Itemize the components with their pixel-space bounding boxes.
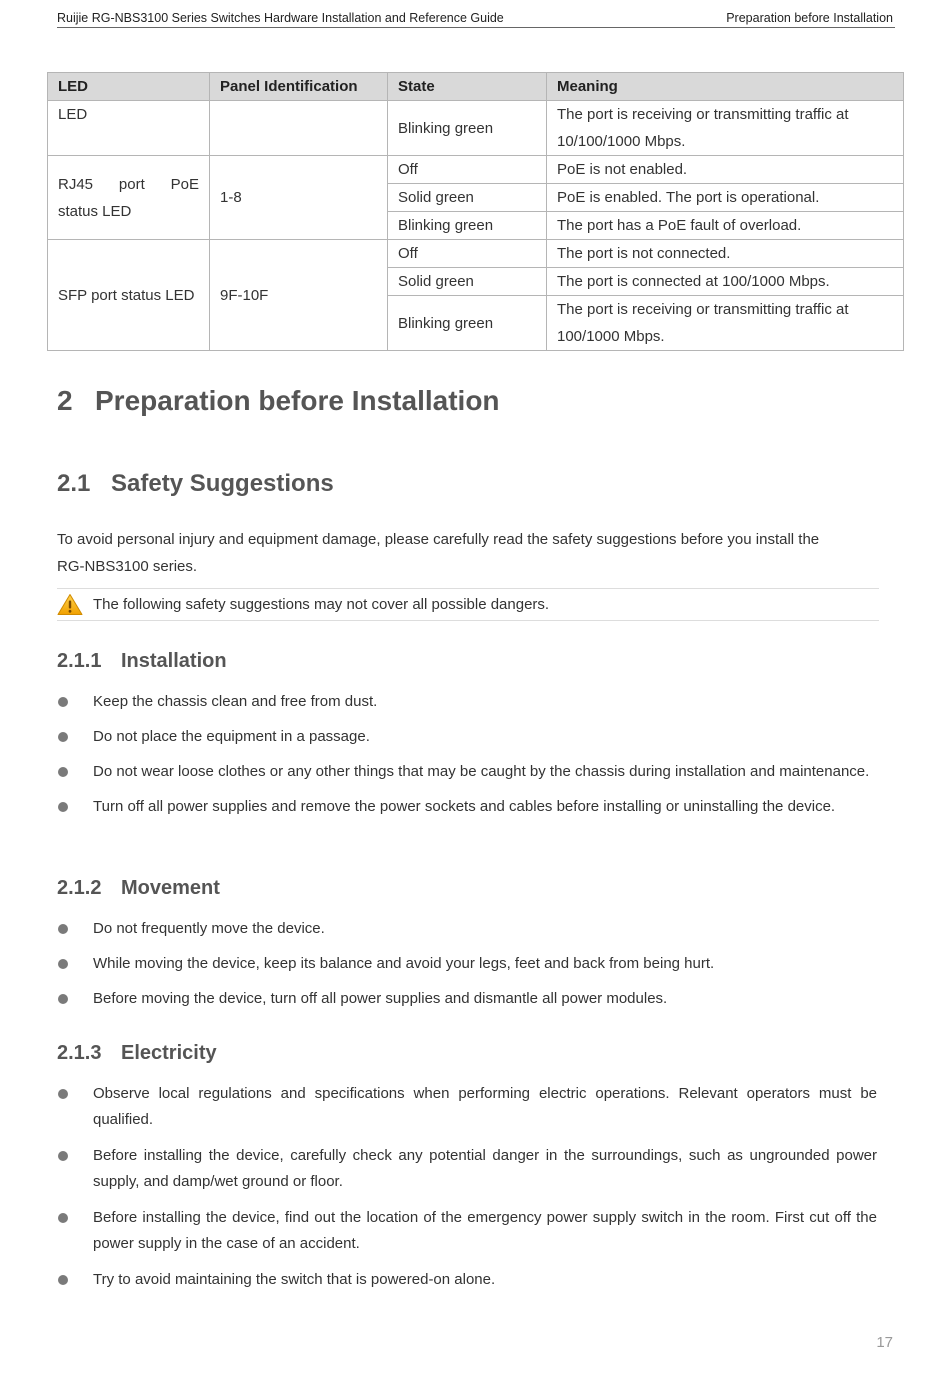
table-cell-state: Off	[388, 156, 547, 184]
table-cell-meaning: The port has a PoE fault of overload.	[547, 212, 904, 240]
subsection-number: 2.1.1	[57, 650, 102, 672]
table-cell-state: Solid green	[388, 268, 547, 296]
subsection-title: Installation	[121, 650, 227, 672]
list-item: Do not wear loose clothes or any other things that may be caught by the chassis during installation and maintenance.	[57, 759, 877, 785]
led-table	[47, 72, 904, 351]
section-heading	[57, 470, 334, 498]
table-cell-state: Off	[388, 240, 547, 268]
list-item: While moving the device, keep its balance and avoid your legs, feet and back from being hurt.	[57, 951, 877, 977]
bullet-icon	[58, 1275, 68, 1285]
chapter-number: 2	[57, 385, 73, 416]
electricity-list	[57, 1081, 877, 1293]
list-item: Do not frequently move the device.	[57, 916, 877, 942]
subsection-number: 2.1.3	[57, 1042, 102, 1064]
table-cell-meaning: PoE is enabled. The port is operational.	[547, 184, 904, 212]
table-cell-meaning: PoE is not enabled.	[547, 156, 904, 184]
bullet-icon	[58, 697, 68, 707]
table-cell-led: SFP port status LED	[48, 240, 210, 351]
bullet-icon	[58, 924, 68, 934]
chapter-title: Preparation before Installation	[95, 385, 500, 416]
list-item: Before moving the device, turn off all power supplies and dismantle all power modules.	[57, 986, 877, 1012]
table-cell-panel: 1-8	[210, 156, 388, 240]
caution-note-text: The following safety suggestions may not cover all possible dangers.	[93, 596, 550, 613]
installation-list	[57, 689, 877, 820]
table-cell-meaning	[547, 101, 904, 156]
table-cell-panel	[210, 101, 388, 156]
list-item: Before installing the device, find out the location of the emergency power supply switch in the room. First cut off the power supply in the case of an accident.	[57, 1205, 877, 1257]
meaning-line: The port is receiving or transmitting traffic at	[557, 301, 849, 318]
subsection-title: Electricity	[121, 1042, 217, 1064]
list-item: Try to avoid maintaining the switch that is powered-on alone.	[57, 1267, 877, 1293]
subsection-number: 2.1.2	[57, 877, 102, 899]
led-name-line: status LED	[58, 202, 132, 220]
table-row	[48, 240, 904, 268]
table-cell-panel: 9F-10F	[210, 240, 388, 351]
chapter-heading	[57, 385, 500, 417]
section-title: Safety Suggestions	[111, 470, 334, 497]
bullet-icon	[58, 1213, 68, 1223]
table-cell-state: Blinking green	[388, 296, 547, 351]
bullet-icon	[58, 1089, 68, 1099]
list-item: Keep the chassis clean and free from dust.	[57, 689, 877, 715]
subsection-title: Movement	[121, 877, 220, 899]
meaning-line: 10/100/1000 Mbps.	[557, 133, 686, 150]
intro-line: RG-NBS3100 series.	[57, 558, 198, 575]
table-cell-state: Blinking green	[388, 212, 547, 240]
bullet-icon	[58, 802, 68, 812]
list-item: Turn off all power supplies and remove the power sockets and cables before installing or uninstalling the device.	[57, 794, 877, 820]
subsection-heading-installation	[57, 650, 227, 673]
bullet-icon	[58, 994, 68, 1004]
table-header-cell: LED	[48, 73, 210, 101]
bullet-icon	[58, 1151, 68, 1161]
list-item: Do not place the equipment in a passage.	[57, 724, 877, 750]
header-doc-title: Ruijie RG-NBS3100 Series Switches Hardware Installation and Reference Guide	[57, 11, 504, 25]
meaning-line: The port is receiving or transmitting traffic at	[557, 106, 849, 123]
intro-paragraph	[57, 526, 877, 580]
table-row	[48, 101, 904, 156]
section-number: 2.1	[57, 470, 91, 497]
table-cell-led: LED	[48, 101, 210, 156]
table-row	[48, 156, 904, 184]
table-cell-meaning: The port is not connected.	[547, 240, 904, 268]
table-cell-state: Solid green	[388, 184, 547, 212]
list-item: Before installing the device, carefully check any potential danger in the surroundings, such as ungrounded power supply, and damp/wet ground or floor.	[57, 1143, 877, 1195]
bullet-icon	[58, 732, 68, 742]
header-chapter-title: Preparation before Installation	[726, 11, 893, 25]
meaning-line: 100/1000 Mbps.	[557, 328, 665, 345]
table-header-row	[48, 73, 904, 101]
table-cell-meaning	[547, 296, 904, 351]
intro-line: To avoid personal injury and equipment damage, please carefully read the safety suggestions before you install the	[57, 531, 820, 548]
bullet-icon	[58, 959, 68, 969]
table-header-cell: Meaning	[547, 73, 904, 101]
movement-list	[57, 916, 877, 1012]
subsection-heading-movement	[57, 877, 220, 900]
table-header-cell: State	[388, 73, 547, 101]
table-cell-state: Blinking green	[388, 101, 547, 156]
table-cell-meaning: The port is connected at 100/1000 Mbps.	[547, 268, 904, 296]
page-header	[57, 9, 895, 28]
subsection-heading-electricity	[57, 1042, 217, 1065]
warning-triangle-icon	[57, 593, 83, 621]
table-header-cell: Panel Identification	[210, 73, 388, 101]
bullet-icon	[58, 767, 68, 777]
list-item: Observe local regulations and specifications when performing electric operations. Relevant operators must be qualified.	[57, 1081, 877, 1133]
page-number: 17	[876, 1334, 893, 1351]
table-cell-led	[48, 156, 210, 240]
caution-note	[57, 588, 879, 621]
led-name-line: RJ45 port PoE	[58, 175, 199, 193]
